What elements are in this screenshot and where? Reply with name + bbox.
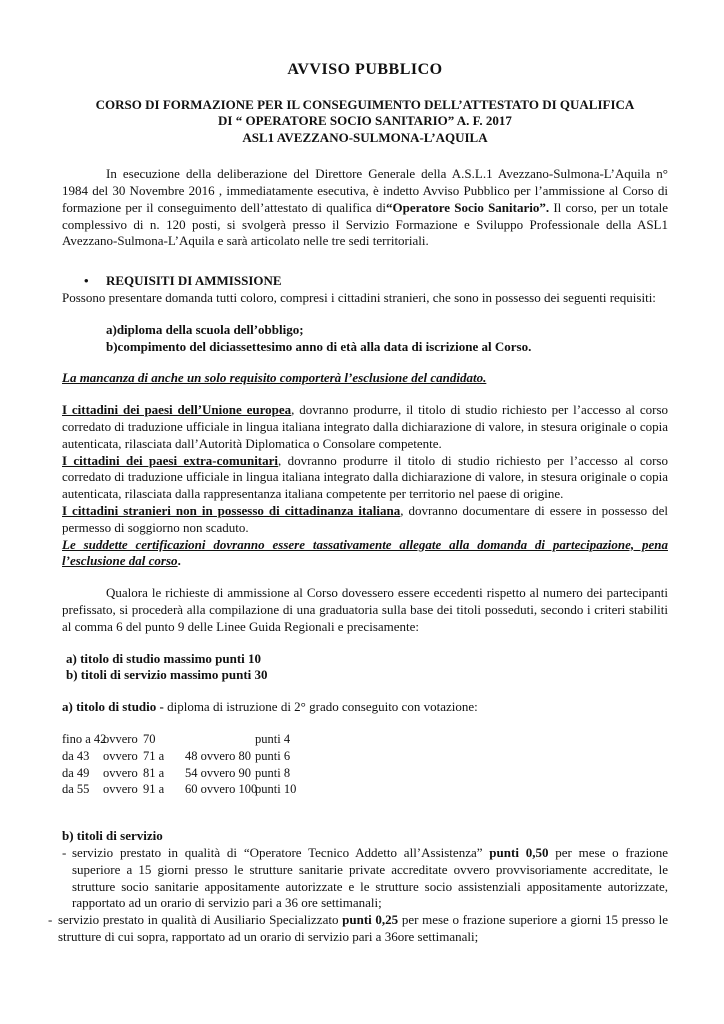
service-item-text <box>58 912 668 946</box>
eu-citizens-paragraph <box>62 402 668 452</box>
table-cell: punti 8 <box>255 765 291 780</box>
table-cell: 60 ovvero 100 <box>185 782 258 797</box>
table-cell: 81 a <box>143 765 165 780</box>
non-eu-citizens-text: , dovranno produrre il titolo di studio richiesto per l’accesso al corso corredato di traduzione ufficiale in lingua italiana integrato dalla dichiarazione di valore, in stesura originale o copia autenticata, rilasciata dalla rappresentanza italiana competente per territorio nel paese di origine. <box>62 452 668 502</box>
dash-bullet: - <box>62 845 67 860</box>
dash-bullet: - <box>48 912 53 928</box>
table-cell: ovvero <box>103 748 138 763</box>
service-item-points: punti 0,50 <box>489 845 549 860</box>
service-titles-heading: b) titoli di servizio <box>62 828 163 844</box>
intro-text-after: Il corso, per un totale complessivo di n. 120 posti, si svolgerà presso il Servizio Formazione e Sviluppo Professionale della ASL1 Avezzano-Sulmona-L’Aquila e sarà articolato nelle tre sedi territoriali. <box>62 199 668 249</box>
non-eu-citizens-paragraph <box>62 453 668 503</box>
service-item-text-b: per mese o frazione superiore a 15 giorni presso le strutture sanitarie private accreditate ovvero provvisoriamente accreditate, le strutture socio sanitarie appositamente autorizzate e le strutture socio assistenziali appositamente autorizzate, rapportato ad un orario di servizio pari a 36 ore settimanali; <box>72 845 669 911</box>
table-cell: ovvero <box>103 782 138 797</box>
table-cell: da 43 <box>62 748 90 763</box>
requirements-list <box>106 322 668 356</box>
service-item-points: punti 0,25 <box>342 912 399 928</box>
table-cell <box>185 731 255 748</box>
table-cell: 54 ovvero 90 <box>185 765 251 780</box>
table-cell: 48 ovvero 80 <box>185 748 251 763</box>
requirements-intro: Possono presentare domanda tutti coloro, compresi i cittadini stranieri, che sono in possesso dei seguenti requisiti: <box>62 290 656 306</box>
bullet-icon: • <box>84 273 89 289</box>
study-title-text: diploma di istruzione di 2° grado conseguito con votazione: <box>163 699 478 715</box>
table-cell: 70 <box>143 732 156 747</box>
service-item-text-b: per mese o frazione superiore a giorni 15 presso le strutture di cui sopra, rapportato ad un orario di servizio pari a 36ore settimanali; <box>58 912 668 944</box>
foreign-residents-paragraph <box>62 503 668 537</box>
table-cell: 71 a <box>143 748 165 763</box>
exclusion-warning: La mancanza di anche un solo requisito comporterà l’esclusione del candidato. <box>62 370 487 386</box>
study-title-paragraph <box>62 699 668 716</box>
table-cell: 91 a <box>143 782 165 797</box>
foreign-residents-label: I cittadini stranieri non in possesso di cittadinanza italiana <box>62 503 401 519</box>
eu-citizens-label: I cittadini dei paesi dell’Unione europea <box>62 402 292 418</box>
list-item <box>62 845 668 912</box>
non-eu-citizens-label: I cittadini dei paesi extra-comunitari <box>62 452 279 468</box>
list-item: b)compimento del diciassettesimo anno di età alla data di iscrizione al Corso. <box>106 338 532 354</box>
eu-citizens-text: , dovranno produrre, il titolo di studio richiesto per l’accesso al corso corredato di traduzione ufficiale in lingua italiana integrato dalla dichiarazione di valore, in stesura originale o copia autenticata, rilasciata dall’Autorità Diplomatica o Consolare competente. <box>62 402 668 451</box>
summary-line: b) titoli di servizio massimo punti 30 <box>66 667 268 683</box>
certifications-paragraph <box>62 537 668 571</box>
grade-points-table <box>62 731 668 798</box>
intro-paragraph <box>62 166 668 250</box>
ranking-paragraph: Qualora le richieste di ammissione al Corso dovessero essere eccedenti rispetto al numero dei partecipanti prefissato, si procederà alla compilazione di una graduatoria sulla base dei titoli posseduti, secondo i criteri stabiliti al comma 6 del punto 9 delle Linee Guida Regionali e precisamente: <box>62 585 668 634</box>
table-cell: da 55 <box>62 782 90 797</box>
service-item-text-a: servizio prestato in qualità di “Operatore Tecnico Addetto all’Assistenza” <box>72 845 490 860</box>
intro-text: In esecuzione della deliberazione del Direttore Generale della A.S.L.1 Avezzano-Sulmona-L’Aquila n° 1984 del 30 Novembre 2016 , immediatamente esecutiva, è indetto Avviso Pubblico per l’ammissione al Corso di formazione per il conseguimento dell’attestato di qualifica di <box>62 166 668 215</box>
study-title-label: a) titolo di studio - <box>62 699 164 715</box>
points-summary <box>66 651 668 685</box>
table-cell: punti 10 <box>255 782 297 797</box>
subtitle-line: ASL1 AVEZZANO-SULMONA-L’AQUILA <box>242 129 488 145</box>
foreign-residents-text: , dovranno documentare di essere in possesso del permesso di soggiorno non scaduto. <box>62 503 668 535</box>
certifications-end: . <box>177 553 181 569</box>
list-item: a)diploma della scuola dell’obbligo; <box>106 321 304 337</box>
document-page <box>48 54 669 946</box>
intro-qualification: “Operatore Socio Sanitario”. <box>386 199 550 215</box>
list-item <box>48 912 668 946</box>
certifications-text: Le suddette certificazioni dovranno essere tassativamente allegate alla domanda di partecipazione, pena l’esclusione dal corso <box>62 536 668 569</box>
service-item-text <box>72 845 668 912</box>
course-subtitle <box>62 97 668 147</box>
summary-line: a) titolo di studio massimo punti 10 <box>66 650 262 666</box>
page-title: AVVISO PUBBLICO <box>287 61 443 78</box>
table-cell: punti 6 <box>255 748 291 763</box>
requirements-heading <box>84 273 668 290</box>
table-cell: da 49 <box>62 765 90 780</box>
table-cell: ovvero <box>103 732 138 747</box>
subtitle-line: DI “ OPERATORE SOCIO SANITARIO” A. F. 2017 <box>218 113 512 129</box>
service-item-text-a: servizio prestato in qualità di Ausiliario Specializzato <box>58 912 343 928</box>
requirements-heading-label: REQUISITI DI AMMISSIONE <box>106 273 282 289</box>
subtitle-line: CORSO DI FORMAZIONE PER IL CONSEGUIMENTO DELL’ATTESTATO DI QUALIFICA <box>95 96 635 112</box>
table-cell: punti 4 <box>255 732 291 747</box>
table-cell: fino a 42 <box>62 732 107 747</box>
table-cell: ovvero <box>103 765 138 780</box>
